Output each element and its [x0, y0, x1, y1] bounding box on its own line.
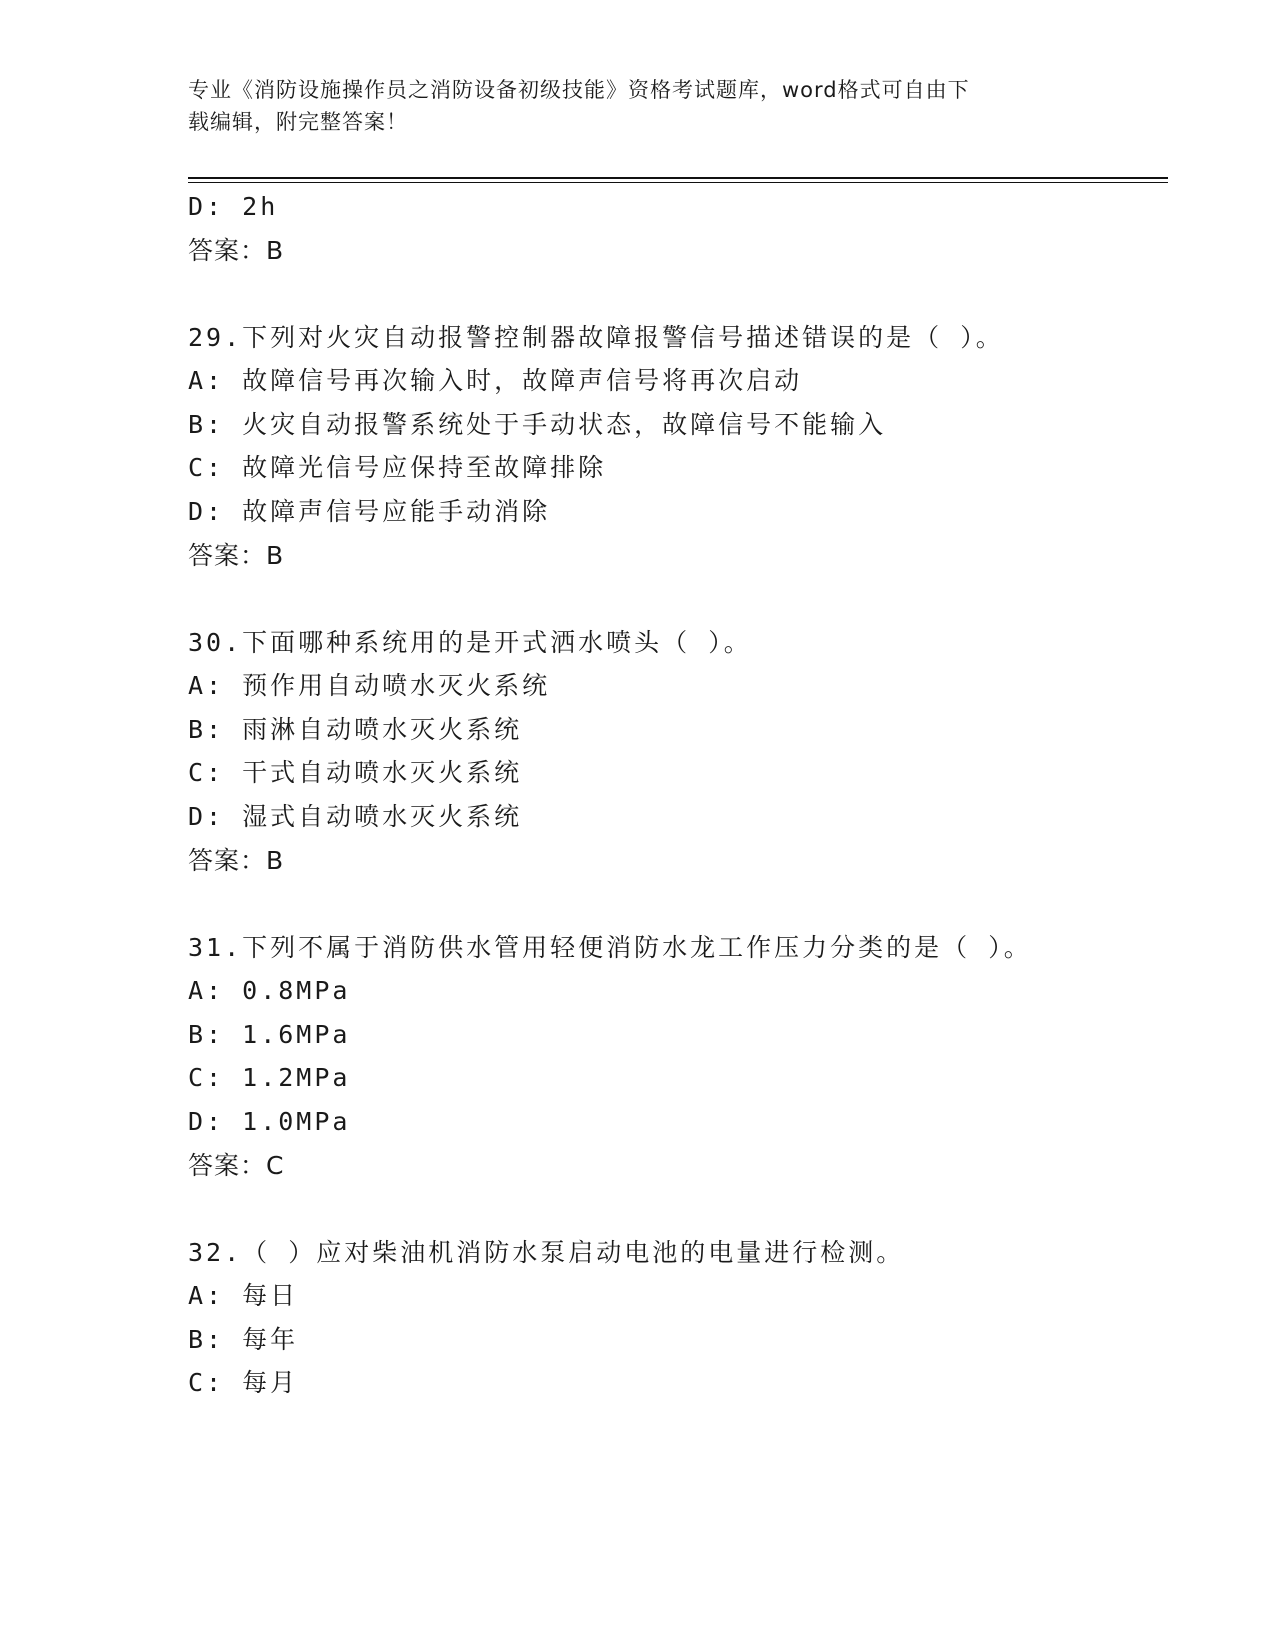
header-rule-thin	[188, 182, 1168, 183]
option-d-29: D: 故障声信号应能手动消除	[188, 497, 551, 526]
option-c-30: C: 干式自动喷水灭火系统	[188, 758, 523, 787]
option-d-30: D: 湿式自动喷水灭火系统	[188, 802, 523, 831]
answer-29: 答案：B	[188, 541, 285, 570]
answer-31: 答案：C	[188, 1151, 285, 1180]
answer-30: 答案：B	[188, 846, 285, 875]
option-b-32: B: 每年	[188, 1325, 299, 1354]
question-31: 31.下列不属于消防供水管用轻便消防水龙工作压力分类的是（ ）。	[188, 933, 1032, 962]
option-c-31: C: 1.2MPa	[188, 1063, 351, 1092]
question-30: 30.下面哪种系统用的是开式洒水喷头（ ）。	[188, 628, 752, 657]
header-line-2: 载编辑，附完整答案！	[188, 110, 408, 134]
option-b-30: B: 雨淋自动喷水灭火系统	[188, 715, 523, 744]
option-a-29: A: 故障信号再次输入时，故障声信号将再次启动	[188, 366, 803, 395]
header-rule-thick	[188, 177, 1168, 179]
question-29: 29.下列对火灾自动报警控制器故障报警信号描述错误的是（ ）。	[188, 323, 1004, 352]
option-a-32: A: 每日	[188, 1281, 299, 1310]
header-line-1: 专业《消防设施操作员之消防设备初级技能》资格考试题库，word格式可自由下	[188, 78, 970, 102]
option-b-29: B: 火灾自动报警系统处于手动状态，故障信号不能输入	[188, 410, 887, 439]
option-c-32: C: 每月	[188, 1368, 299, 1397]
option-d-31: D: 1.0MPa	[188, 1107, 351, 1136]
option-b-31: B: 1.6MPa	[188, 1020, 351, 1049]
option-c-29: C: 故障光信号应保持至故障排除	[188, 453, 607, 482]
option-d-28: D: 2h	[188, 192, 279, 221]
option-a-30: A: 预作用自动喷水灭火系统	[188, 671, 551, 700]
page-header	[188, 74, 1088, 138]
answer-28: 答案：B	[188, 236, 285, 265]
question-32: 32.（ ）应对柴油机消防水泵启动电池的电量进行检测。	[188, 1238, 905, 1267]
option-a-31: A: 0.8MPa	[188, 976, 351, 1005]
